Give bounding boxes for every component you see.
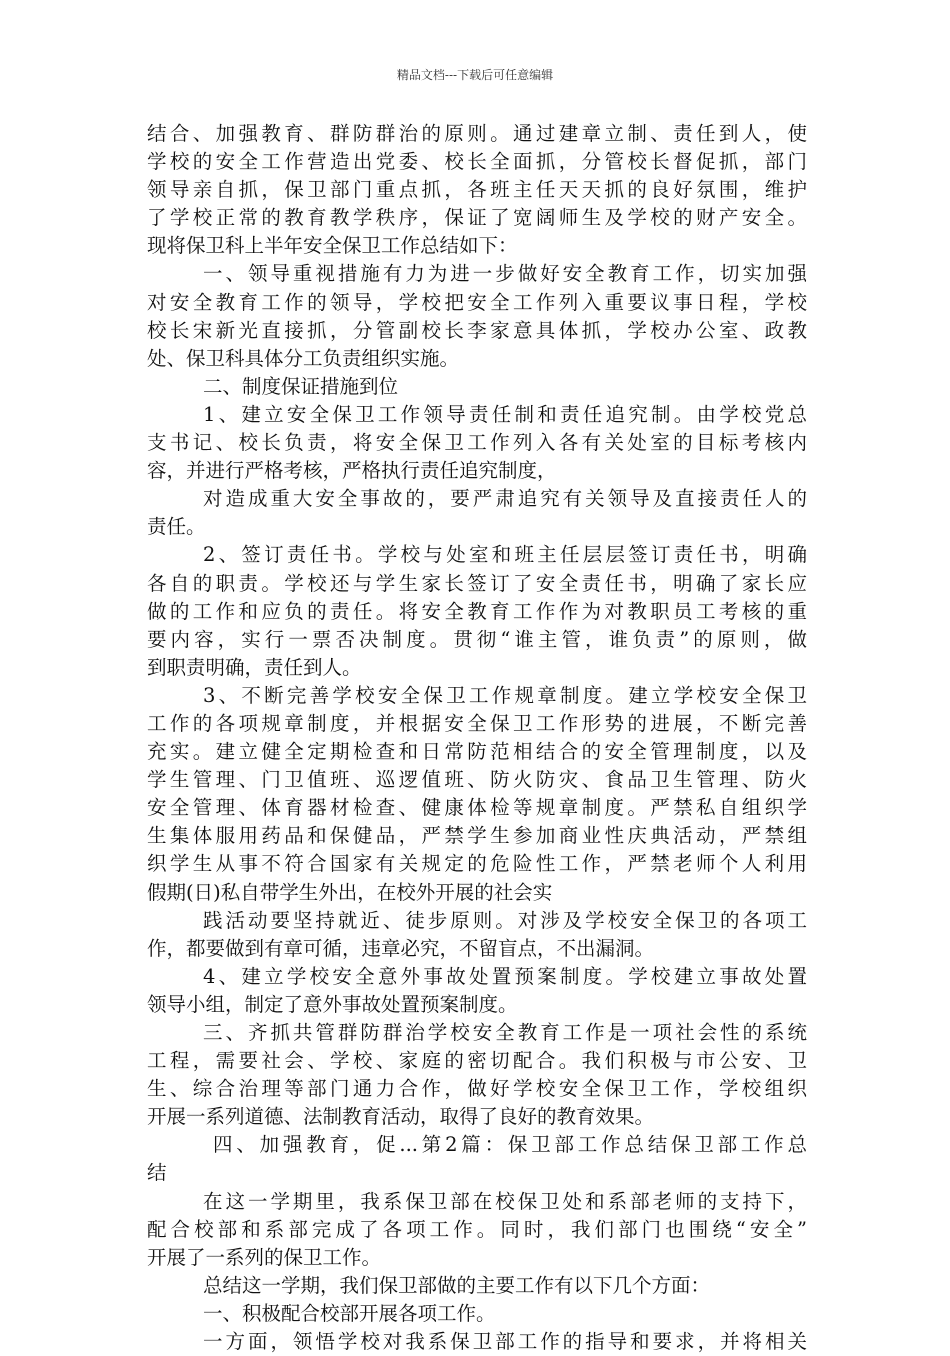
- text-line: 责任。: [147, 515, 206, 539]
- text-line: 三、齐抓共管群防群治学校安全教育工作是一项社会性的系统: [203, 1021, 807, 1044]
- text-line: 结: [147, 1161, 167, 1185]
- text-line: 领导亲自抓，保卫部门重点抓，各班主任天天抓的良好氛围，维护: [147, 178, 807, 202]
- text-line: 对造成重大安全事故的，要严肃追究有关领导及直接责任人的: [203, 487, 807, 511]
- text-line: 配合校部和系部完成了各项工作。同时，我们部门也围绕“安全”: [147, 1217, 807, 1241]
- text-line: 结合、加强教育、群防群治的原则。通过建章立制、责任到人，使: [147, 122, 807, 145]
- text-line: 二、制度保证措施到位: [203, 374, 399, 398]
- text-line: 作，都要做到有章可循，违章必究，不留盲点，不出漏洞。: [147, 936, 655, 960]
- text-line: 支书记、校长负责，将安全保卫工作列入各有关处室的目标考核内: [147, 431, 807, 455]
- text-line: 各自的职责。学校还与学生家长签订了安全责任书，明确了家长应: [147, 571, 807, 595]
- text-line: 对安全教育工作的领导，学校把安全工作列入重要议事日程，学校: [147, 290, 807, 314]
- text-line: 现将保卫科上半年安全保卫工作总结如下：: [147, 234, 518, 258]
- text-line: 工作的各项规章制度，并根据安全保卫工作形势的进展，不断完善: [147, 711, 807, 735]
- text-line: 总结这一学期，我们保卫部做的主要工作有以下几个方面：: [203, 1273, 711, 1297]
- text-line: 一方面，领悟学校对我系保卫部工作的指导和要求，并将相关: [203, 1330, 807, 1354]
- text-line: 开展一系列道德、法制教育活动，取得了良好的教育效果。: [147, 1105, 655, 1129]
- text-line: 在这一学期里，我系保卫部在校保卫处和系部老师的支持下，: [203, 1189, 807, 1213]
- text-line: 1、建立安全保卫工作领导责任制和责任追究制。由学校党总: [203, 402, 807, 426]
- text-line: 学生管理、门卫值班、巡逻值班、防火防灾、食品卫生管理、防火: [147, 768, 807, 792]
- text-line: 4、建立学校安全意外事故处置预案制度。学校建立事故处置: [203, 964, 807, 988]
- text-line: 了学校正常的教育教学秩序，保证了宽阔师生及学校的财产安全。: [147, 206, 807, 230]
- text-line: 一、积极配合校部开展各项工作。: [203, 1301, 496, 1325]
- text-line: 安全管理、体育器材检查、健康体检等规章制度。严禁私自组织学: [147, 796, 807, 820]
- text-line: 充实。建立健全定期检查和日常防范相结合的安全管理制度，以及: [147, 740, 807, 764]
- text-line: 生、综合治理等部门通力合作，做好学校安全保卫工作，学校组织: [147, 1077, 807, 1101]
- text-line: 践活动要坚持就近、徒步原则。对涉及学校安全保卫的各项工: [203, 908, 807, 932]
- text-line: 到职责明确，责任到人。: [147, 655, 362, 679]
- text-line: 2、签订责任书。学校与处室和班主任层层签订责任书，明确: [203, 543, 807, 567]
- text-line: 领导小组，制定了意外事故处置预案制度。: [147, 992, 518, 1016]
- text-line: 学校的安全工作营造出党委、校长全面抓，分管校长督促抓，部门: [147, 150, 807, 174]
- text-line: 要内容，实行一票否决制度。贯彻“谁主管，谁负责”的原则，做: [147, 627, 807, 651]
- text-line: 四、加强教育，促...第2篇：保卫部工作总结保卫部工作总: [213, 1133, 807, 1157]
- text-line: 容，并进行严格考核，严格执行责任追究制度，: [147, 459, 557, 483]
- text-line: 织学生从事不符合国家有关规定的危险性工作，严禁老师个人利用: [147, 852, 807, 876]
- text-line: 一、领导重视措施有力为进一步做好安全教育工作，切实加强: [203, 262, 807, 286]
- text-line: 做的工作和应负的责任。将安全教育工作作为对教职员工考核的重: [147, 599, 807, 623]
- text-line: 工程，需要社会、学校、家庭的密切配合。我们积极与市公安、卫: [147, 1049, 807, 1073]
- page-header: 精品文档---下载后可任意编辑: [396, 68, 554, 82]
- text-line: 处、保卫科具体分工负责组织实施。: [147, 346, 460, 370]
- text-line: 生集体服用药品和保健品，严禁学生参加商业性庆典活动，严禁组: [147, 824, 807, 848]
- document-body: [147, 120, 807, 1356]
- text-line: 3、不断完善学校安全保卫工作规章制度。建立学校安全保卫: [203, 683, 807, 707]
- text-line: 假期(日)私自带学生外出，在校外开展的社会实: [147, 880, 553, 904]
- text-line: 开展了一系列的保卫工作。: [147, 1245, 382, 1269]
- text-line: 校长宋新光直接抓，分管副校长李家意具体抓，学校办公室、政教: [147, 318, 807, 342]
